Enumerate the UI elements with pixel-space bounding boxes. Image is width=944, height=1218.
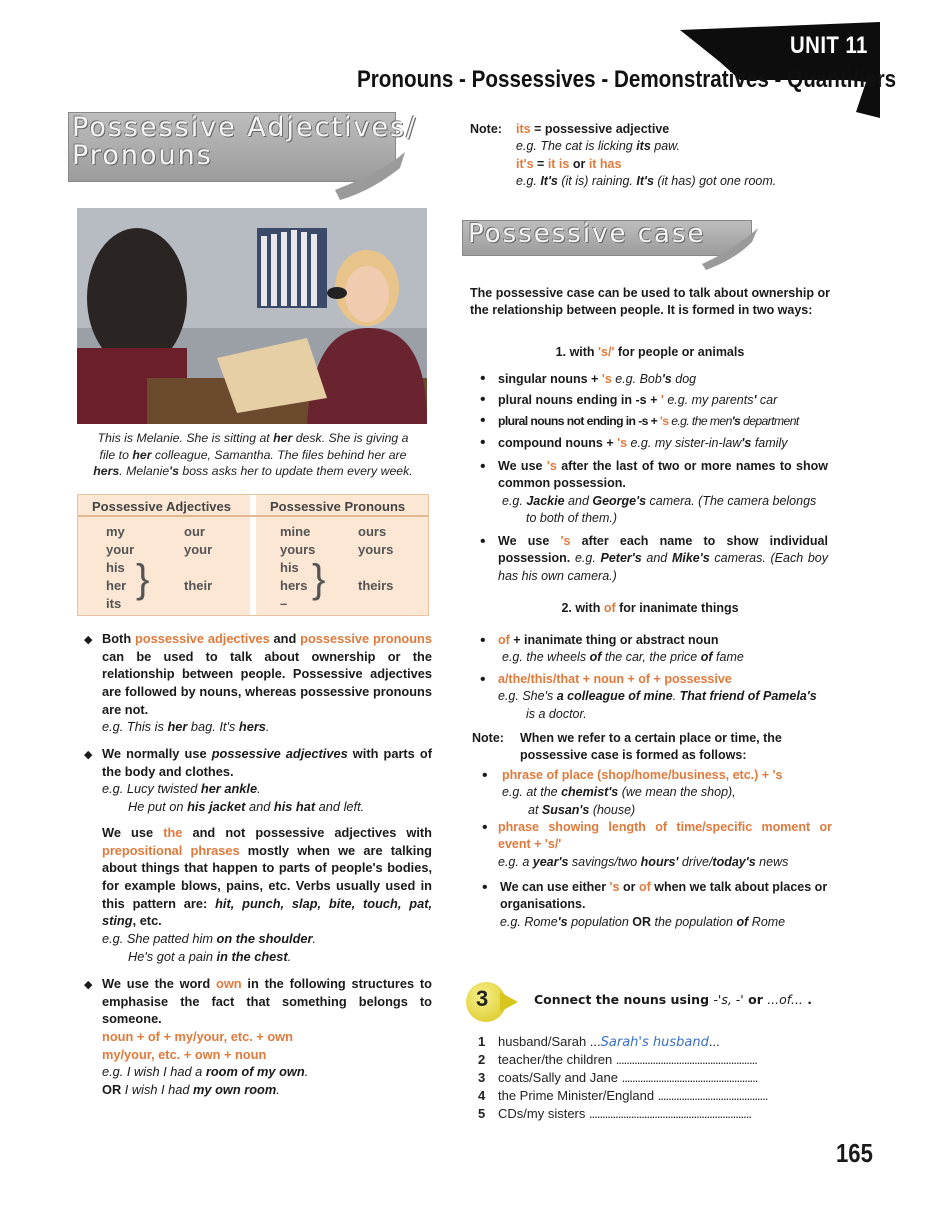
bullet-dot-icon: • [482,879,488,896]
bullet-dot-icon: • [480,458,486,475]
list-item-of: of + inanimate thing or abstract noun e.g. the wheels of the car, the price of fame [498,633,744,665]
note-label: Note: [470,122,502,136]
note-label: Note: [472,731,504,745]
table-cell: your [184,542,213,557]
rule-prepositional-phrases: We use the and not possessive adjectives with prepositional phrases mostly when we are talking about things that happen to parts of people's bodies, for example blows, pains, etc. Verbs usually used in this pattern are: hit, punch, slap, bite, touch, pat, sting, etc. e.g. She patted him on the shoulder. He's got a pain in the chest. [102,825,433,964]
bullet-dot-icon: • [480,671,486,688]
brace-icon: } [136,557,150,601]
table-cell: our [184,524,205,539]
list-item: compound nouns + 's e.g. my sister-in-law's family [498,436,788,450]
bullet-dot-icon: • [480,632,486,649]
bullet-dot-icon: • [480,412,486,429]
exercise-line[interactable]: 4 the Prime Minister/England .......................................... [478,1088,768,1103]
banner-line-2: Pronouns [72,140,213,172]
bullet-dot-icon: • [480,434,486,451]
bullet-dot-icon: • [482,819,488,836]
office-photo [77,208,427,424]
bullet-dot-icon: • [480,391,486,408]
table-cell: mine [280,524,311,539]
possessives-table [77,494,429,616]
exercise-line[interactable]: 2 teacher/the children ...................................................... [478,1052,757,1067]
page-title: Pronouns - Possessives - Demonstratives - Quantifiers [357,66,897,93]
table-cell: your [106,542,135,557]
rule-own: We use the word own in the following structures to emphasise the fact that something belongs to someone. noun + of + my/your, etc. + own my/your, etc. + own + noun e.g. I wish I had a room of my own. OR I wish I had my own room. [102,976,432,1097]
note-its: its = possessive adjective e.g. The cat is licking its paw. it's = it is or it has e.g. It's (it is) raining. It's (it has) got one room. [516,122,777,188]
note-place-time: When we refer to a certain place or time, the possessive case is formed as follows: [520,731,782,763]
list-item-common-possession: We use 's after the last of two or more names to show common possession. e.g. Jackie and George's camera. (The camera belongs to both of them.) [498,459,828,525]
table-cell: theirs [358,578,394,593]
table-cell: – [280,596,288,611]
heading-with-s: 1. with 's/' for people or animals [555,345,745,359]
exercise-number: 3 [476,986,489,1011]
unit-label: UNIT 11 [790,32,868,59]
rule-body-parts: We normally use possessive adjectives with parts of the body and clothes. e.g. Lucy twisted her ankle. He put on his jacket and his hat and left. [102,746,432,814]
possessive-case-intro: The possessive case can be used to talk about ownership or the relationship between people. It is formed in two ways: [470,286,830,318]
table-cell: its [106,596,122,611]
list-item: singular nouns + 's e.g. Bob's dog [498,372,697,386]
list-item: plural nouns ending in -s + ' e.g. my parents' car [498,393,778,407]
diamond-bullet-icon: ◆ [84,749,93,761]
exercise-line[interactable]: 5 CDs/my sisters .............................................................. [478,1106,751,1121]
table-cell: their [184,578,213,593]
bullet-dot-icon: • [480,370,486,387]
arrow-icon [500,990,520,1014]
banner-line-1: Possessive Adjectives/ [72,112,418,143]
list-item-double-possessive: a/the/this/that + noun + of + possessive e.g. She's a colleague of mine. That friend of Pamela's is a doctor. [498,672,817,721]
table-header-pronouns: Possessive Pronouns [270,499,406,514]
banner-swoosh-icon [700,226,760,270]
bullet-dot-icon: • [482,767,488,784]
exercise-line[interactable]: 3 coats/Sally and Jane .................................................... [478,1070,758,1085]
table-cell: yours [280,542,316,557]
list-item-time: phrase showing length of time/specific moment or event + 's/' e.g. a year's savings/two hours' drive/today's news [498,820,832,869]
heading-with-of: 2. with of for inanimate things [561,601,739,615]
photo-caption: This is Melanie. She is sitting at her desk. She is giving a file to her colleague, Samantha. The files behind her are hers. Melanie's boss asks her to update them every week. [93,431,413,479]
list-item-places-organisations: We can use either 's or of when we talk about places or organisations. e.g. Rome's population OR the population of Rome [500,880,828,929]
diamond-bullet-icon: ◆ [84,979,93,991]
brace-icon: } [312,557,326,601]
table-cell: yours [358,542,394,557]
banner-title: Possessive case [468,219,706,249]
answer-text: Sarah's husband [600,1035,709,1050]
diamond-bullet-icon: ◆ [84,634,93,646]
table-cell: his [106,560,125,575]
exercise-line[interactable]: 1 husband/Sarah ...Sarah's husband... [478,1034,720,1050]
list-item-place: phrase of place (shop/home/business, etc.) + 's e.g. at the chemist's (we mean the shop), at Susan's (house) [502,768,783,817]
rule-possessive-usage: Both possessive adjectives and possessive pronouns can be used to talk about ownership or the relationship between people. Possessive adjectives are followed by nouns, whereas possessive pronouns are not. e.g. This is her bag. It's hers. [102,631,432,735]
exercise-instruction: Connect the nouns using -'s, -' or ...of... . [534,992,812,1007]
bullet-dot-icon: • [480,533,486,550]
page-number: 165 [836,1138,873,1168]
table-cell: hers [280,578,308,593]
table-cell: his [280,560,299,575]
list-item: plural nouns not ending in -s + 's e.g. the men's department [498,414,799,428]
table-cell: ours [358,524,387,539]
table-cell: my [106,524,125,539]
table-cell: her [106,578,127,593]
list-item-individual-possession: We use 's after each name to show individual possession. e.g. Peter's and Mike's cameras. (Each boy has his own camera.) [498,534,828,583]
table-header-adjectives: Possessive Adjectives [92,499,231,514]
